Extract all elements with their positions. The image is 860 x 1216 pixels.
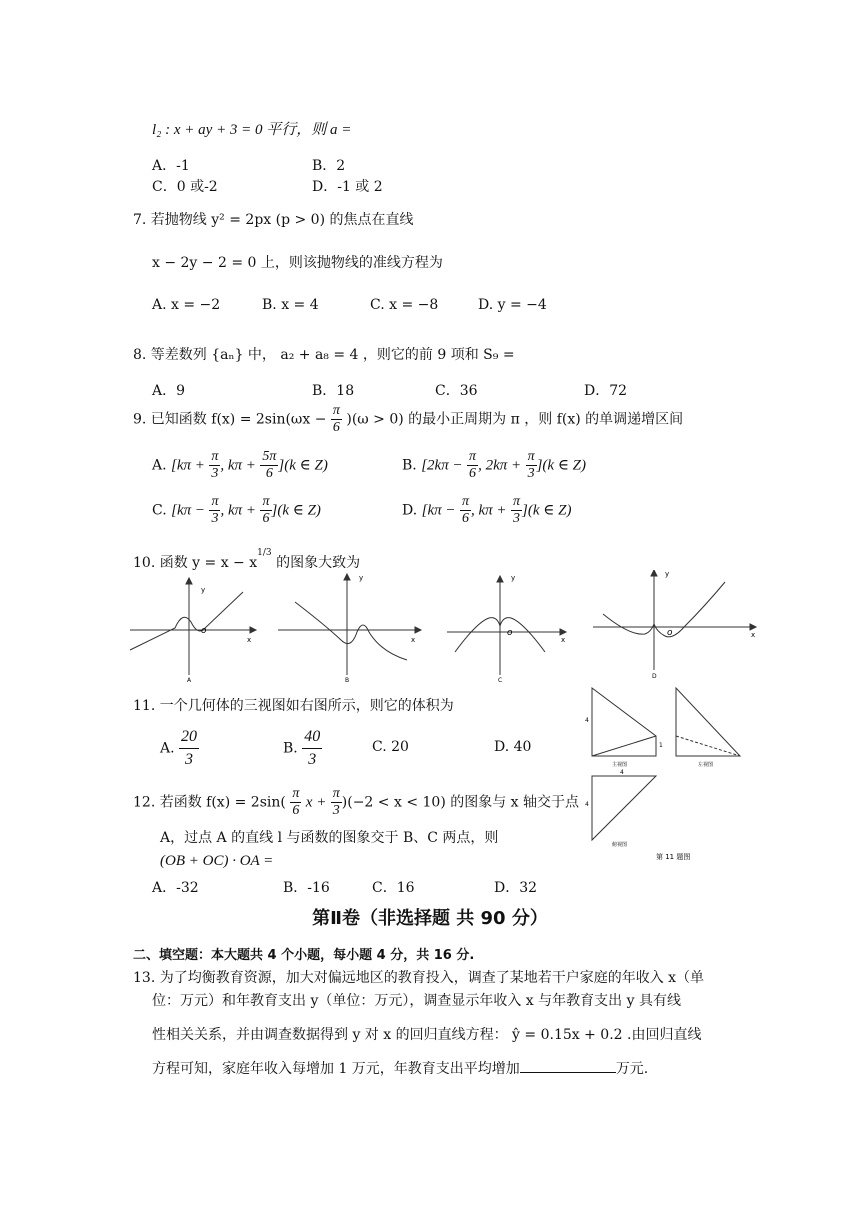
q13-line2: 位：万元）和年教育支出 y（单位：万元），调查显示年收入 x 与年教育支出 y 具有线	[152, 993, 681, 1009]
q8-option-b: B．18	[312, 383, 355, 399]
q10-graph-d	[593, 570, 756, 670]
q8-line: 8. 等差数列 {aₙ} 中， a₂ + a₈ = 4 ，则它的前 9 项和 S₉ =	[133, 347, 515, 363]
q10-d-x-label: x	[751, 631, 756, 639]
q10-graphs	[125, 570, 765, 685]
q9-option-d: D. [kπ − $\frac{\pi}{6}$ , kπ + $\frac{\pi}{3}$ ](k ∈ Z)	[402, 494, 572, 526]
q13-answer-blank[interactable]	[520, 1058, 616, 1073]
q7-option-b: B. x = 4	[262, 297, 319, 313]
q10-d-label: D	[652, 673, 657, 680]
q12-option-b: B．-16	[283, 880, 330, 896]
q6-option-c: C．0 或-2	[152, 179, 218, 195]
q10-c-x-label: x	[561, 636, 566, 644]
q11-side-view	[676, 688, 740, 756]
section-title: 第Ⅱ卷（非选择题 共 90 分）	[312, 908, 548, 929]
q11-front-label: 主视图	[612, 762, 628, 768]
q9-option-c: C. [kπ − $\frac{\pi}{3}$ , kπ + $\frac{\pi}{6}$ ](k ∈ Z)	[152, 494, 321, 526]
q7-option-c: C. x = −8	[370, 297, 439, 313]
q11-option-d: D. 40	[494, 739, 532, 755]
q10-stem: 10. 函数 $y = x - x^{1/3}$ 的图象大致为	[133, 548, 361, 571]
q10-a-label: A	[187, 677, 192, 684]
q8-option-a: A．9	[152, 383, 186, 399]
q7-option-d: D. y = −4	[478, 297, 547, 313]
q10-graph-b	[278, 574, 421, 675]
q10-exponent: 1/3	[257, 548, 272, 559]
q10-b-x-label: x	[411, 636, 416, 644]
q10-a-x-label: x	[247, 636, 252, 644]
q11-dim-4c: 4	[585, 801, 589, 808]
q10-b-y-label: y	[359, 574, 364, 582]
q11-stem: 11. 一个几何体的三视图如右图所示，则它的体积为	[133, 698, 454, 714]
q7-line2: x − 2y − 2 = 0 上，则该抛物线的准线方程为	[152, 255, 443, 271]
q10-graph-a	[130, 578, 256, 675]
q12-option-c: C．16	[372, 880, 415, 896]
q12-option-d: D．32	[494, 880, 538, 896]
q10-b-label: B	[345, 677, 350, 684]
q10-c-origin: o	[507, 628, 513, 638]
q9-stem	[133, 403, 683, 436]
q10-c-y-label: y	[511, 574, 516, 582]
q9-stem-fraction: $\frac{\pi}{6}$	[332, 403, 340, 435]
q10-d-origin: o	[667, 628, 673, 638]
q6-condition: l₂ : x + ay + 3 = 0 平行，则 a =	[152, 122, 352, 138]
q11-three-view-figure	[580, 680, 752, 865]
q11-option-b: B. $\frac{40}{3}$	[283, 728, 321, 768]
q6-option-d: D．-1 或 2	[312, 179, 383, 195]
q8-option-d: D．72	[584, 383, 628, 399]
q12-option-a: A．-32	[152, 880, 199, 896]
q11-dim-4b: 4	[620, 769, 624, 776]
q11-dim-4a: 4	[585, 717, 589, 724]
q9-stem-post: )(ω > 0) 的最小正周期为 π ，则 f(x) 的单调递增区间	[346, 411, 684, 428]
q11-top-label: 俯视图	[612, 842, 628, 848]
q12-stem: 12. 若函数 f(x) = 2sin( $\frac{\pi}{6}$ x + $\frac{\pi}{3}$ )(−2 < x < 10) 的图象与 x 轴交于点	[133, 786, 580, 818]
q7-line1: 7. 若抛物线 y² = 2px (p > 0) 的焦点在直线	[133, 212, 414, 228]
q9-option-a: A. [kπ + $\frac{\pi}{3}$ , kπ + $\frac{5\pi}{6}$ ](k ∈ Z)	[152, 449, 328, 481]
q13-line3: 性相关关系，并由调查数据得到 y 对 x 的回归直线方程： ŷ = 0.15x + 0.2 .由回归直线	[152, 1027, 702, 1043]
q11-caption: 第 11 题图	[656, 853, 691, 861]
q13-line1: 13. 为了均衡教育资源，加大对偏远地区的教育投入，调查了某地若干户家庭的年收入 x（单	[133, 970, 705, 986]
q10-graph-c	[447, 576, 566, 675]
q11-option-a: A. $\frac{20}{3}$	[160, 728, 198, 768]
q7-option-a: A. x = −2	[152, 297, 221, 313]
q9-option-b: B. [2kπ − $\frac{\pi}{6}$ , 2kπ + $\frac{\pi}{3}$ ](k ∈ Z)	[402, 449, 587, 481]
q10-c-label: C	[498, 677, 503, 684]
q11-dim-1: 1	[659, 742, 663, 749]
q13-line4: 方程可知，家庭年收入每增加 1 万元，年教育支出平均增加 万元.	[152, 1058, 648, 1078]
q12-line3: (OB + OC) · OA =	[160, 853, 274, 869]
q11-front-view	[592, 688, 656, 756]
q11-top-view	[592, 776, 656, 840]
q6-option-b: B．2	[312, 158, 346, 174]
q8-option-c: C．36	[435, 383, 478, 399]
q11-side-label: 左视图	[698, 762, 714, 768]
q11-option-c: C. 20	[372, 739, 409, 755]
q10-d-y-label: y	[665, 570, 670, 578]
q10-a-origin: o	[201, 626, 207, 636]
q6-option-a: A．-1	[152, 158, 190, 174]
section-heading: 二、填空题：本大题共 4 个小题，每小题 4 分，共 16 分.	[133, 948, 475, 963]
q10-a-y-label: y	[201, 586, 206, 594]
q12-line2: A，过点 A 的直线 l 与函数的图象交于 B、C 两点，则	[160, 830, 499, 846]
q9-stem-pre: 9. 已知函数 f(x) = 2sin(ωx −	[133, 411, 327, 428]
